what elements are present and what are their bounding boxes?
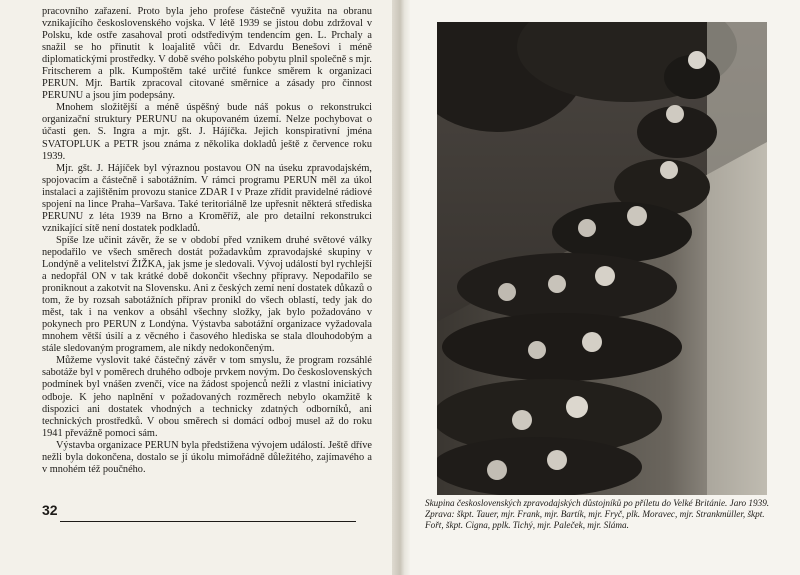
left-page-body-text <box>42 6 372 476</box>
paragraph: Můžeme vyslovit také částečný závěr v tom smyslu, že program rozsáhlé sabotáže byl v poměrech druhého odboje prvkem novým. Do československých podmínek byl vnášen zvenčí, více na žádost spojenců nežli z vlastní iniciativy odboje. K jeho naplnění v požadovaných rozměrech nebylo okamžitě k dispozici ani dostatek vhodných a technicky zdatných odborníků, ani technických prostředků. V obou směrech si domácí odboj musel až do roku 1941 převážně pomoci sám. <box>42 355 372 439</box>
paragraph: Mnohem složitější a méně úspěšný bude náš pokus o rekonstrukci organizační struktury PERUNU na okupovaném území. Nelze pochybovat o účasti gen. S. Ingra a mjr. gšt. J. Hájíčka. Jejich konspirativní jména SVATOPLUK a PETR jsou známa z několika dokladů ještě z července roku 1939. <box>42 102 372 162</box>
paragraph: Spíše lze učinit závěr, že se v období před vznikem druhé světové války nepodařilo ve všech směrech dostát požadavkům zpravodajské skupiny v Londýně a velitelství ŽIŽKA, jak jsme je sledovali. Vývoj událostí byl rychlejší a nedopřál ON v tak krátké době dokončit všechny přípravy. Nepodařilo se proniknout a zakotvit na Slovensku. Ani z českých zemí není dostatek důkazů o tom, že by rozsah sabotážních příprav pronikl do všech oblastí, tedy jak do měst, tak i na venkov a obsáhl všechny složky, jak bylo požadováno v pokynech pro PERUN z Londýna. Výstavba sabotážní organizace vyžadovala mnohem větší úsilí a z věcného i časového hlediska se stala dlouhodobým a stále sledovaným programem, ale nikdy nedokončeným. <box>42 234 372 355</box>
page-number: 32 <box>42 502 58 518</box>
paragraph: pracovního zařazení. Proto byla jeho profese částečně využita na obranu vznikajícího československého vojska. V létě 1939 se jistou dobu zdržoval v Polsku, kde ostře zasahoval proti odstředivým tendencím gen. L. Prchaly a snažil se ho přinutit k loajalitě vůči dr. Edvardu Benešovi i méně diplomatickými prostředky. V době svého polského pobytu plnil společně s mjr. Fritscherem a plk. Kumpoštěm také určité funkce směrem k organizaci PERUN. Mjr. Bartík zpracoval citované směrnice a zásady pro činnost PERUNU a jsou jím podepsány. <box>42 6 372 102</box>
paragraph: Mjr. gšt. J. Hájíček byl výraznou postavou ON na úseku zpravodajském, spojovacím a částečně i sabotážním. V rámci programu PERUN měl za úkol instalaci a zajištěním provozu stanice ZDAR I v Praze zřídit pravidelné rádiové spojení na lince Praha–Varšava. Také teritoriálně lze upřesnit některá střediska PERUNU z léta 1939 na Brno a Kroměříž, ale pro detailní rekonstrukci vznikající sítě není dostatek podkladů. <box>42 162 372 234</box>
book-gutter <box>392 0 410 575</box>
paragraph: Výstavba organizace PERUN byla předstižena vývojem událostí. Ještě dříve nežli byla dokončena, dostalo se jí úkolu mimořádně důležitého, zajímavého a v mnohém též poučného. <box>42 439 372 475</box>
group-photograph <box>437 22 767 495</box>
photo-illustration <box>437 22 767 495</box>
photo-caption: Skupina československých zpravodajských důstojníků po příletu do Velké Británie. Jaro 1939. Zprava: škpt. Tauer, mjr. Frank, mjr. Bartík, mjr. Fryč, plk. Moravec, mjr. Strankmüller, škpt. Fořt, škpt. Cigna, pplk. Tichý, mjr. Paleček, mjr. Sláma. <box>425 498 770 530</box>
bright-field <box>707 22 767 495</box>
page-footer-rule <box>60 521 356 522</box>
